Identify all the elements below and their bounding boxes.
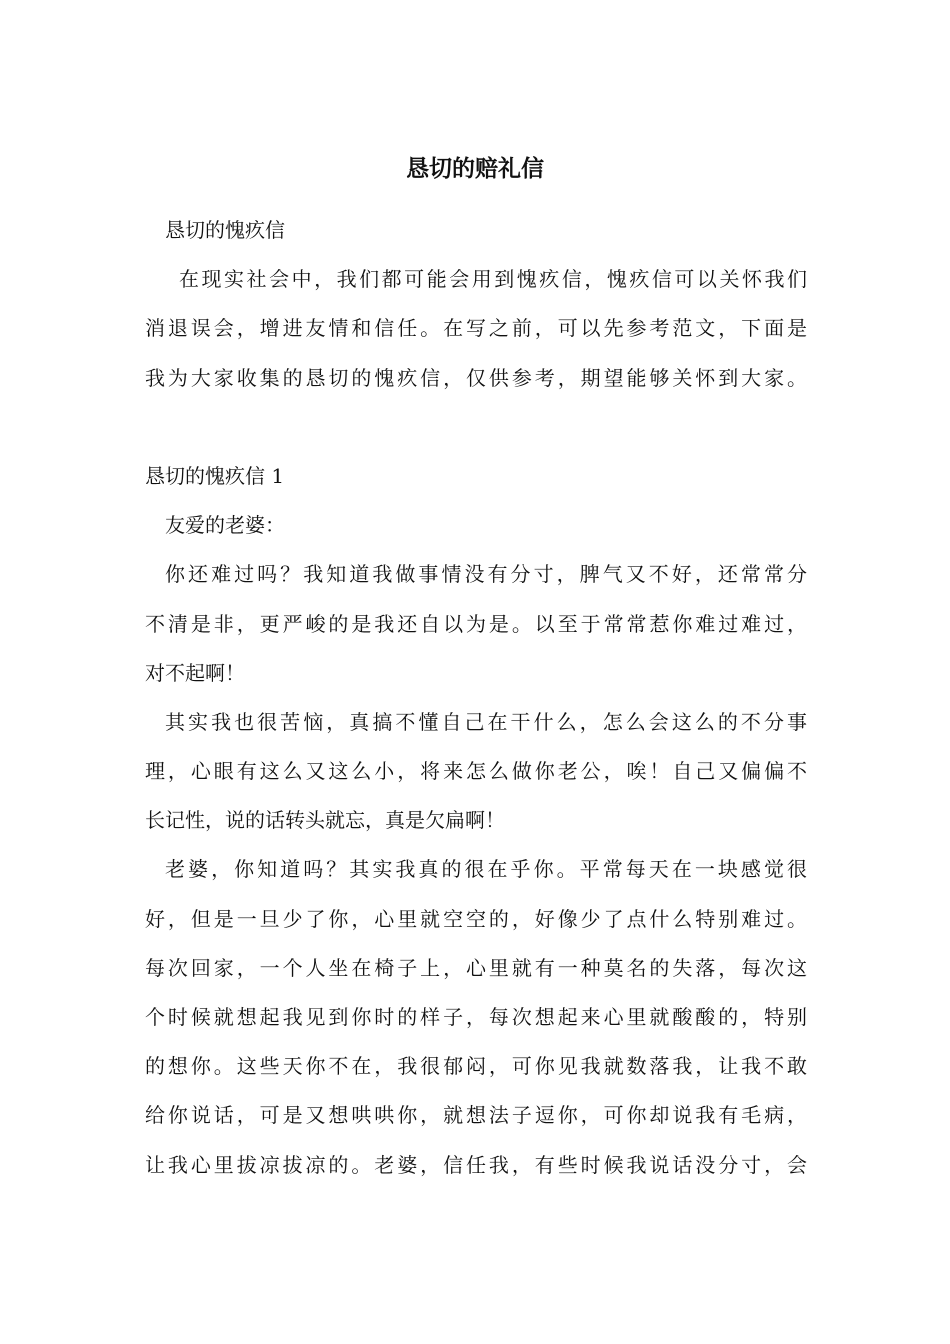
document-title: 恳切的赔礼信	[406, 155, 544, 182]
paragraph-line: 我为大家收集的恳切的愧疚信，仅供参考，期望能够关怀到大家。	[145, 365, 807, 390]
section-heading: 恳切的愧疚信 1	[145, 463, 285, 488]
paragraph-line: 每次回家，一个人坐在椅子上，心里就有一种莫名的失落，每次这	[145, 955, 807, 980]
paragraph-line: 给你说话，可是又想哄哄你，就想法子逗你，可你却说我有毛病，	[145, 1103, 807, 1128]
paragraph-line: 消退误会，增进友情和信任。在写之前，可以先参考范文，下面是	[145, 316, 807, 341]
paragraph-line: 的想你。这些天你不在，我很郁闷，可你见我就数落我，让我不敢	[145, 1054, 807, 1079]
paragraph-line: 老婆，你知道吗？其实我真的很在乎你。平常每天在一块感觉很	[165, 857, 807, 882]
document-body	[145, 206, 807, 1190]
paragraph-line: 在现实社会中，我们都可能会用到愧疚信，愧疚信可以关怀我们	[179, 267, 807, 292]
paragraph-line: 让我心里拔凉拔凉的。老婆，信任我，有些时候我说话没分寸，会	[145, 1152, 807, 1177]
paragraph-line: 不清是非，更严峻的是我还自以为是。以至于常常惹你难过难过，	[145, 611, 807, 636]
paragraph-line: 对不起啊！	[145, 660, 245, 685]
paragraph-line: 长记性，说的话转头就忘，真是欠扁啊！	[145, 808, 505, 833]
paragraph-line: 其实我也很苦恼，真搞不懂自己在干什么，怎么会这么的不分事	[165, 709, 807, 734]
paragraph-line: 理，心眼有这么又这么小，将来怎么做你老公，唉！自己又偏偏不	[145, 759, 807, 784]
paragraph-line: 个时候就想起我见到你时的样子，每次想起来心里就酸酸的，特别	[145, 1005, 807, 1029]
subtitle-line: 恳切的愧疚信	[165, 218, 285, 242]
paragraph-line: 好，但是一旦少了你，心里就空空的，好像少了点什么特别难过。	[145, 906, 807, 931]
blank-line	[145, 403, 807, 452]
paragraph-line: 你还难过吗？我知道我做事情没有分寸，脾气又不好，还常常分	[165, 562, 807, 587]
salutation-line: 友爱的老婆：	[165, 513, 285, 538]
